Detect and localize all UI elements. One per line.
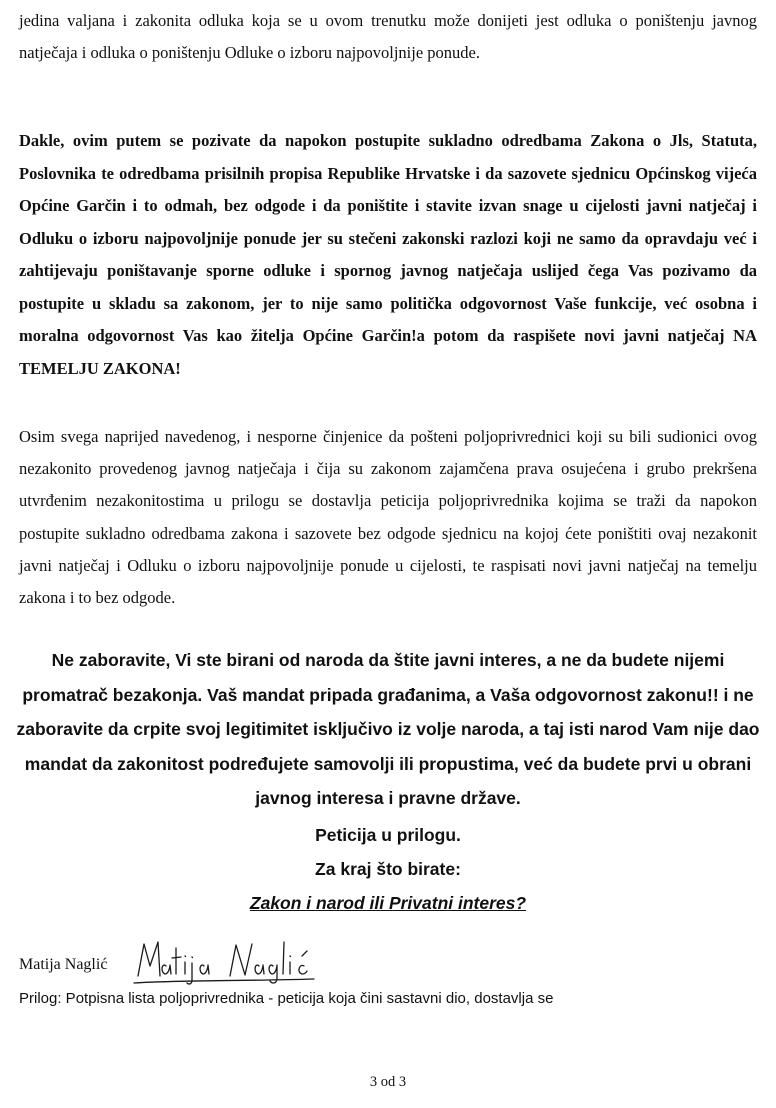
handwritten-signature <box>132 936 317 988</box>
closing-question: Za kraj što birate: <box>315 859 461 879</box>
signatory-name: Matija Naglić <box>19 956 108 973</box>
reminder-paragraph: Ne zaboravite, Vi ste birani od naroda da štite javni interes, a ne da budete nijemi promatrač bezakonja. Vaš mandat pripada građanima, a Vaša odgovornost zakonu!! i ne zaboravite da crpite svoj legitimitet isključivo iz volje naroda, a taj isti narod Vam nije dao mandat da zakonitost podređujete samovolji ili propustima, već da budete prvi u obrani javnog interesa i pravne države. <box>16 650 760 808</box>
attachment-line: Prilog: Potpisna lista poljoprivrednika - peticija koja čini sastavni dio, dostavlja se <box>19 990 554 1007</box>
page-number: 3 od 3 <box>369 1074 407 1090</box>
attachment-note: Peticija u prilogu. <box>315 825 461 845</box>
choice-line: Zakon i narod ili Privatni interes? <box>249 893 527 913</box>
demand-paragraph: Dakle, ovim putem se pozivate da napokon postupite sukladno odredbama Zakona o Jls, Statuta, Poslovnika te odredbama prisilnih propisa Republike Hrvatske i da sazovete sjednicu Općinskog vijeća Općine Garčin i to odmah, bez odgode i da poništite i stavite izvan snage u cijelosti javni natječaj i Odluku o izboru najpovoljnije ponude jer su stečeni zakonski razlozi koji ne samo da opravdaju već i zahtijevaju poništavanje sporne odluke i spornog javnog natječaja uslijed čega Vas pozivamo da postupite u skladu sa zakonom, jer to nije samo politička odgovornost Vaše funkcije, već osobna i moralna odgovornost Vas kao žitelja Općine Garčin!a potom da raspišete novi javni natječaj NA TEMELJU ZAKONA! <box>19 131 757 378</box>
intro-paragraph: jedina valjana i zakonita odluka koja se u ovom trenutku može donijeti jest odluka o poništenju javnog natječaja i odluka o poništenju Odluke o izboru najpovoljnije ponude. <box>19 11 757 62</box>
petition-paragraph: Osim svega naprijed navedenog, i nesporne činjenice da pošteni poljoprivrednici koji su bili sudionici ovog nezakonito provedenog javnog natječaja i čija su zakonom zajamčena prava osujećena i grubo prekršena utvrđenim nezakonitostima u prilogu se dostavlja peticija poljoprivrednika kojima se traži da napokon postupite sukladno odredbama zakona i sazovete bez odgode sjednicu na kojoj ćete poništiti ovaj nezakonit javni natječaj i Odluku o izboru najpovoljnije ponude u cijelosti, te raspisati novi javni natječaj na temelju zakona i to bez odgode. <box>19 427 757 608</box>
